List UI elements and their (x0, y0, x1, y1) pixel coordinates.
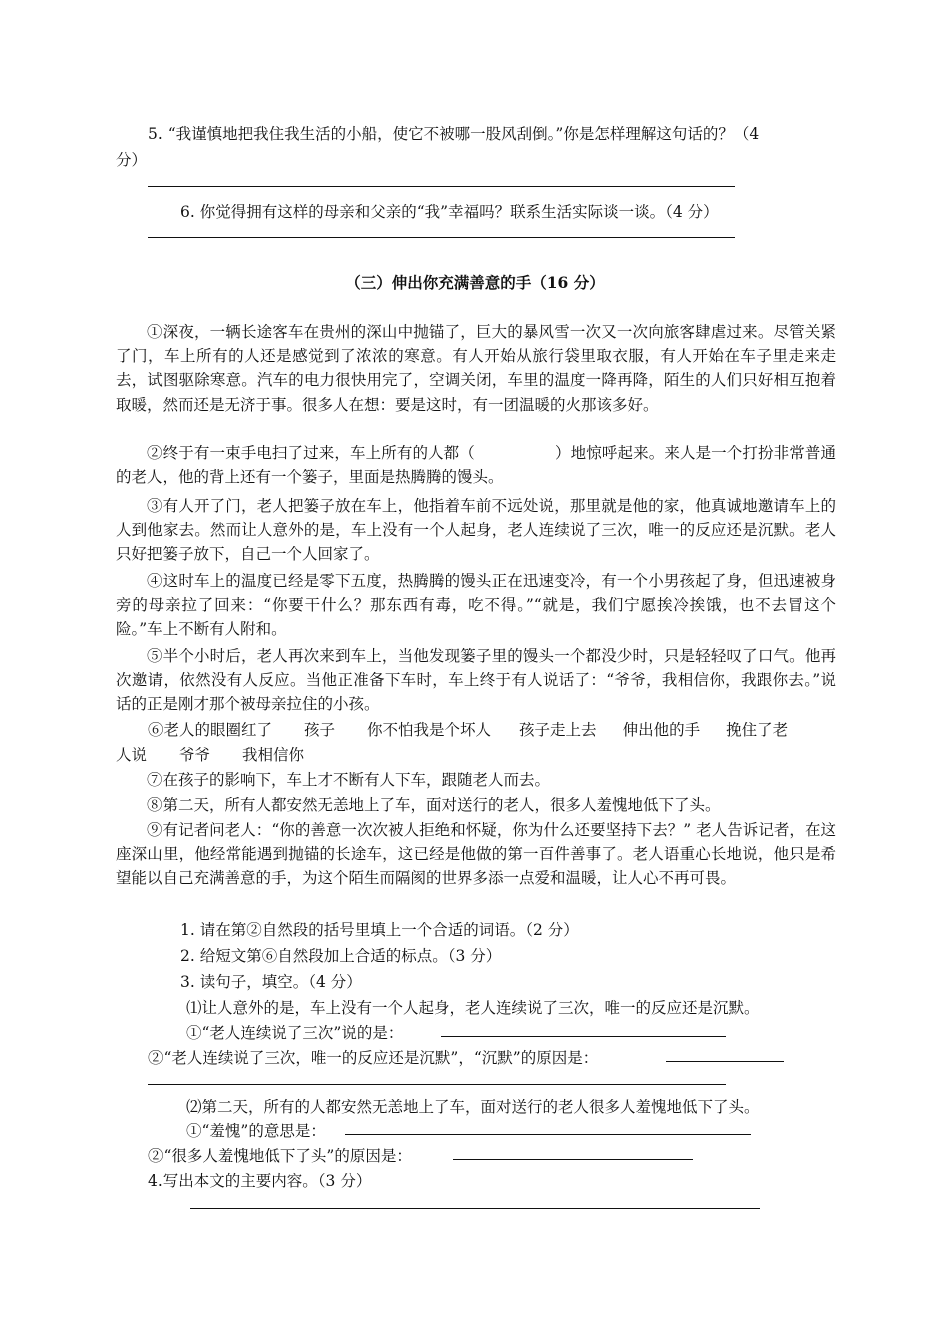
question-1: 1. 请在第②自然段的括号里填上一个合适的词语。（2 分） (180, 921, 579, 939)
question-6: 6. 你觉得拥有这样的母亲和父亲的“我”幸福吗？联系生活实际谈一谈。（4 分） (180, 203, 719, 221)
question-3-1-b-answer-line[interactable] (666, 1061, 784, 1062)
question-5-answer-line[interactable] (148, 186, 735, 187)
paragraph-9: ⑨有记者问老人：“你的善意一次次被人拒绝和怀疑，你为什么还要坚持下去？” 老人告诉记者，在这座深山里，他经常能遇到抛锚的长途车，这已经是他做的第一百件善事了。老人语重心长地说，他只是希望能以自己充满善意的手，为这个陌生而隔阂的世界多添一点爱和温暖，让人心不再可畏。 (116, 821, 836, 888)
question-3-sentence-1: ⑴让人意外的是，车上没有一个人起身，老人连续说了三次，唯一的反应还是沉默。 (186, 999, 760, 1017)
paragraph-6-fragment: ⑥老人的眼圈红了 (148, 721, 273, 739)
paragraph-2-part-1: ②终于有一束手电扫了过来，车上所有的人都（ (147, 444, 475, 462)
paragraph-6-fragment: 伸出他的手 (622, 721, 701, 739)
paragraph-6-line-2 (116, 743, 304, 765)
paragraph-2-part-2: ）地惊呼起来。来人是一个打扮非常普通的老人，他的背上还有一个篓子，里面是热腾腾的馒头。 (116, 444, 836, 487)
paragraph-6-fragment-wrap: 挽住了老 (726, 721, 789, 739)
paragraph-4: ④这时车上的温度已经是零下五度，热腾腾的馒头正在迅速变冷，有一个小男孩起了身，但迅速被身旁的母亲拉了回来：“你要干什么？那东西有毒，吃不得。”“就是，我们宁愿挨冷挨饿，也不去冒这个险。”车上不断有人附和。 (116, 572, 836, 639)
paragraph-6-fragment: 孩子 (304, 721, 336, 739)
question-3-2-a-answer-line[interactable] (345, 1134, 751, 1135)
paragraph-7: ⑦在孩子的影响下，车上才不断有人下车，跟随老人而去。 (147, 771, 551, 789)
question-4-answer-line[interactable] (190, 1208, 760, 1209)
paragraph-6-fragment: 我相信你 (242, 746, 305, 764)
question-5-line-1: 5. “我谨慎地把我住我生活的小船，使它不被哪一股风刮倒。”你是怎样理解这句话的？（4 (148, 125, 760, 143)
question-3-2-a: ①“羞愧”的意思是： (186, 1122, 326, 1140)
question-3: 3. 读句子，填空。（4 分） (180, 973, 362, 991)
paragraph-6-line-1 (148, 718, 788, 740)
question-3-1-b-answer-line-2[interactable] (148, 1084, 726, 1085)
paragraph-3: ③有人开了门，老人把篓子放在车上，他指着车前不远处说，那里就是他的家，他真诚地邀请车上的人到他家去。然而让人意外的是，车上没有一个人起身，老人连续说了三次，唯一的反应还是沉默。老人只好把篓子放下，自己一个人回家了。 (116, 497, 836, 564)
paragraph-2 (116, 441, 836, 489)
paragraph-1: ①深夜，一辆长途客车在贵州的深山中抛锚了，巨大的暴风雪一次又一次向旅客肆虐过来。尽管关紧了门，车上所有的人还是感觉到了浓浓的寒意。有人开始从旅行袋里取衣服，有人开始在车子里走来走去，试图驱除寒意。汽车的电力很快用完了，空调关闭，车里的温度一降再降，陌生的人们只好相互抱着取暖，然而还是无济于事。很多人在想：要是这时，有一团温暖的火那该多好。 (116, 323, 836, 414)
paragraph-6-fragment: 爷爷 (179, 746, 211, 764)
question-5-line-2: 分） (116, 151, 148, 169)
question-2: 2. 给短文第⑥自然段加上合适的标点。（3 分） (180, 947, 502, 965)
paragraph-6-fragment: 孩子走上去 (519, 721, 597, 739)
paragraph-6-fragment: 你不怕我是个坏人 (367, 721, 492, 739)
question-3-2-b-answer-line[interactable] (453, 1159, 693, 1160)
question-3-1-a: ①“老人连续说了三次”说的是： (186, 1024, 404, 1042)
question-6-answer-line[interactable] (148, 237, 735, 238)
question-3-1-a-answer-line[interactable] (441, 1036, 726, 1037)
question-3-1-b: ②“老人连续说了三次，唯一的反应还是沉默”，“沉默”的原因是： (148, 1049, 599, 1067)
question-3-2-b: ②“很多人羞愧地低下了头”的原因是： (148, 1147, 412, 1165)
question-3-sentence-2: ⑵第二天，所有的人都安然无恙地上了车，面对送行的老人很多人羞愧地低下了头。 (186, 1098, 760, 1116)
paragraph-8: ⑧第二天，所有人都安然无恙地上了车，面对送行的老人，很多人羞愧地低下了头。 (147, 796, 721, 814)
paragraph-5: ⑤半个小时后，老人再次来到车上，当他发现篓子里的馒头一个都没少时，只是轻轻叹了口气。他再次邀请，依然没有人反应。当他正准备下车时，车上终于有人说话了：“爷爷，我相信你，我跟你去。”说话的正是刚才那个被母亲拉住的小孩。 (116, 647, 836, 714)
section-title: （三）伸出你充满善意的手（16 分） (345, 273, 605, 292)
question-4: 4.写出本文的主要内容。（3 分） (148, 1172, 372, 1190)
paragraph-6-fragment-wrap: 人说 (116, 746, 148, 764)
